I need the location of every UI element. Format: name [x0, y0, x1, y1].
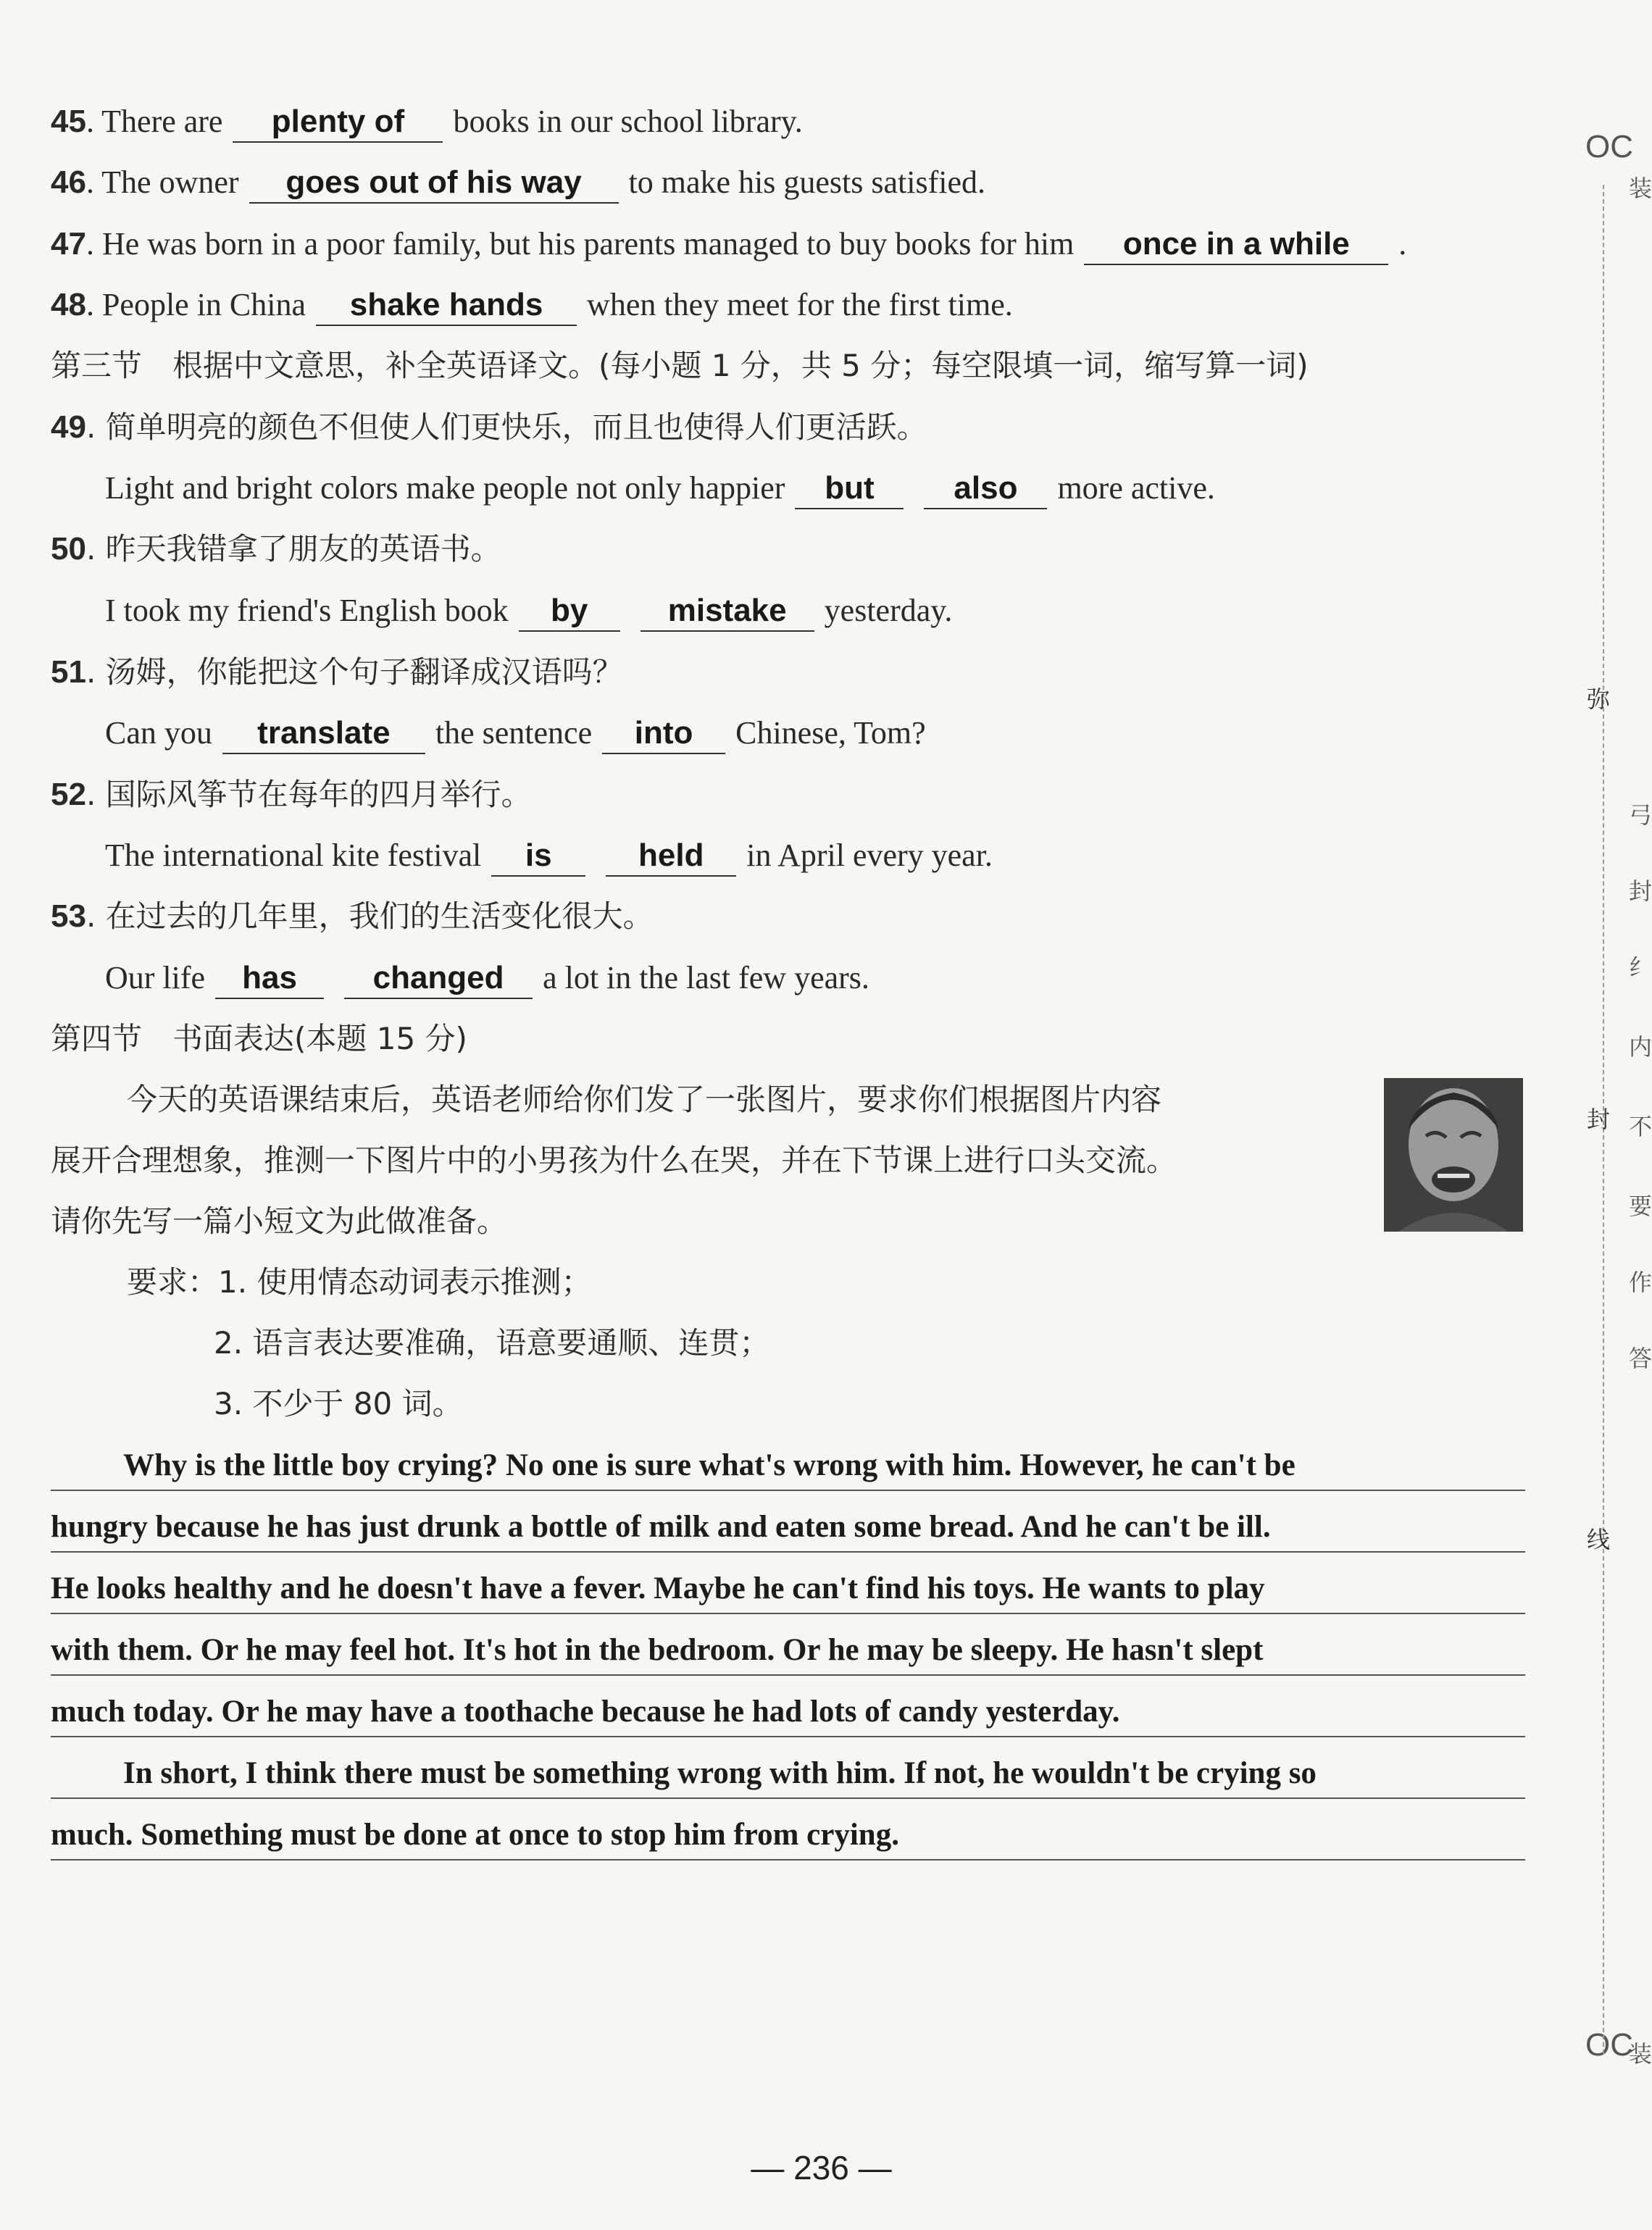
- section4-title: 第四节 书面表达(本题 15 分): [51, 1021, 467, 1056]
- answer-blank: changed: [344, 959, 533, 999]
- answer-blank: has: [215, 959, 324, 999]
- prompt-line-1: 今天的英语课结束后，英语老师给你们发了一张图片，要求你们根据图片内容: [127, 1082, 1162, 1117]
- margin-fragment: 装: [1629, 2040, 1652, 2068]
- crying-boy-photo: [1384, 1078, 1523, 1232]
- question-52-en: The international kite festival is held in April every year.: [105, 834, 993, 877]
- essay-line-1: Why is the little boy crying? No one is sure what's wrong with him. However, he can't be: [51, 1442, 1525, 1491]
- margin-fragment: 作: [1629, 1269, 1652, 1296]
- answer-blank: mistake: [641, 591, 814, 632]
- binding-hole-bottom: OC: [1585, 2027, 1633, 2063]
- answer-blank: held: [606, 836, 736, 877]
- section3-title: 第三节 根据中文意思，补全英语译文。(每小题 1 分，共 5 分；每空限填一词，缩写算一词): [51, 348, 1309, 383]
- question-48: 48. People in China shake hands when they meet for the first time.: [51, 283, 1013, 327]
- answer-blank: by: [519, 591, 620, 632]
- question-51-en: Can you translate the sentence into Chinese, Tom?: [105, 711, 926, 755]
- answer-blank: also: [924, 469, 1047, 509]
- answer-blank: into: [602, 714, 725, 754]
- requirement-3: 3. 不少于 80 词。: [214, 1386, 463, 1421]
- question-50-en: I took my friend's English book by mistake yesterday.: [105, 589, 952, 632]
- margin-fragment: 装: [1629, 175, 1652, 202]
- question-49-cn: 49. 简单明亮的颜色不但使人们更快乐，而且也使得人们更活跃。: [51, 409, 927, 445]
- requirement-2: 2. 语言表达要准确，语意要通顺、连贯；: [214, 1325, 770, 1361]
- answer-blank: plenty of: [233, 102, 443, 143]
- margin-fragment: 答: [1629, 1345, 1652, 1372]
- margin-fragment: 不: [1629, 1113, 1652, 1140]
- answer-blank: goes out of his way: [249, 163, 619, 204]
- seal-char-mi: 弥: [1587, 685, 1611, 713]
- answer-blank: but: [795, 469, 904, 509]
- margin-fragment: 弓: [1629, 801, 1652, 829]
- prompt-line-3: 请你先写一篇小短文为此做准备。: [51, 1203, 508, 1239]
- question-45: 45. There are plenty of books in our school library.: [51, 100, 803, 143]
- answer-blank: is: [491, 836, 585, 877]
- crying-boy-image: [1384, 1078, 1523, 1232]
- binding-hole-top: OC: [1585, 129, 1633, 164]
- question-51-cn: 51. 汤姆，你能把这个句子翻译成汉语吗？: [51, 654, 623, 690]
- answer-blank: shake hands: [316, 285, 577, 326]
- question-50-cn: 50. 昨天我错拿了朋友的英语书。: [51, 531, 501, 567]
- margin-fragment: 封: [1629, 877, 1652, 905]
- prompt-line-2: 展开合理想象，推测一下图片中的小男孩为什么在哭，并在下节课上进行口头交流。: [51, 1143, 1177, 1178]
- question-49-en: Light and bright colors make people not only happier but also more active.: [105, 467, 1215, 510]
- question-46: 46. The owner goes out of his way to make his guests satisfied.: [51, 161, 985, 204]
- page-number: — 236 —: [751, 2149, 892, 2187]
- question-47: 47. He was born in a poor family, but his parents managed to buy books for him once in a while .: [51, 222, 1406, 266]
- essay-line-7: much. Something must be done at once to stop him from crying.: [51, 1811, 1525, 1861]
- margin-fragment: 要: [1629, 1193, 1652, 1220]
- essay-line-6: In short, I think there must be something wrong with him. If not, he wouldn't be crying so: [51, 1750, 1525, 1799]
- margin-fragment: 纟: [1629, 953, 1652, 981]
- answer-blank: once in a while: [1084, 225, 1388, 265]
- question-53-en: Our life has changed a lot in the last few years.: [105, 956, 869, 1000]
- requirement-1: 要求：1. 使用情态动词表示推测；: [127, 1264, 592, 1300]
- answer-blank: translate: [222, 714, 425, 754]
- margin-fragment: 内: [1629, 1033, 1652, 1061]
- question-53-cn: 53. 在过去的几年里，我们的生活变化很大。: [51, 898, 654, 934]
- seal-char-feng: 封: [1587, 1106, 1611, 1133]
- essay-line-3: He looks healthy and he doesn't have a fever. Maybe he can't find his toys. He wants to play: [51, 1565, 1525, 1614]
- essay-line-5: much today. Or he may have a toothache because he had lots of candy yesterday.: [51, 1688, 1525, 1737]
- seal-char-xian: 线: [1587, 1526, 1611, 1553]
- essay-line-4: with them. Or he may feel hot. It's hot in the bedroom. Or he may be sleepy. He hasn't slept: [51, 1626, 1525, 1676]
- question-52-cn: 52. 国际风筝节在每年的四月举行。: [51, 777, 532, 812]
- essay-line-2: hungry because he has just drunk a bottle of milk and eaten some bread. And he can't be ill.: [51, 1503, 1525, 1553]
